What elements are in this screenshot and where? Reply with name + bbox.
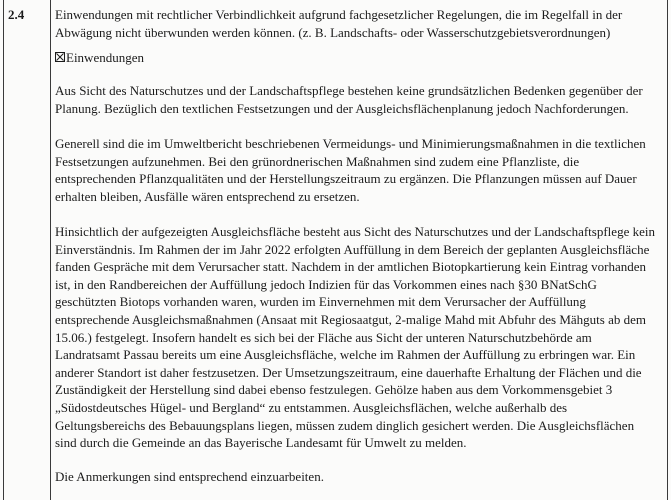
table-right-border xyxy=(667,0,668,500)
paragraph-line: anderer Standort ist daher festzusetzen. Der Umsetzungszeitraum, eine dauerhafte Erhaltung der Flächen und die xyxy=(55,364,642,380)
objection-checkbox-row xyxy=(55,49,144,67)
paragraph-line: entsprechende Ausgleichsmaßnahmen (Ansaat mit Regiosaatgut, 2-malige Mahd mit Abfuhr des Mähguts ab dem xyxy=(55,311,647,327)
paragraph-closing-remark xyxy=(55,468,324,486)
paragraph-line: Festsetzungen aufzunehmen. Bei den grünordnerischen Maßnahmen sind zudem eine Pflanzliste, die xyxy=(55,153,580,169)
paragraph-line: Landratsamt Passau bereits um eine Ausgleichsfläche, welche im Rahmen der Auffüllung zu erbringen war. Ein xyxy=(55,347,636,363)
paragraph-line: ist, in den Randbereichen der Auffüllung jedoch Indizien für das Vorkommen eines nach §30 BNatSchG xyxy=(55,276,597,292)
paragraph-line: 15.06.) festgelegt. Insofern handelt es sich bei der Fläche aus Sicht der unteren Naturschutzbehörde am xyxy=(55,329,592,345)
paragraph-line: Geltungsbereichs des Bebauungsplans liegen, müssen zudem dinglich gesichert werden. Die Ausgleichsflächen xyxy=(55,417,635,433)
paragraph-line: Zuständigkeit der Herstellung sind dabei ebenso festzulegen. Gehölze haben aus dem Vorkommensgebiet 3 xyxy=(55,382,613,398)
heading-line: Einwendungen mit rechtlicher Verbindlichkeit aufgrund fachgesetzlicher Regelungen, die im Regelfall in der xyxy=(55,7,623,22)
paragraph-line: Generell sind die im Umweltbericht beschriebenen Vermeidungs- und Minimierungsmaßnahmen in die textlichen xyxy=(55,136,646,151)
paragraph-measures xyxy=(55,135,646,205)
paragraph-line: fanden Gespräche mit dem Verursacher statt. Nachdem in der amtlichen Biotopkartierung kein Eintrag vorhanden xyxy=(55,259,647,275)
paragraph-line: geschützten Biotops vorhanden waren, wurden im Einvernehmen mit dem Verursacher der Auffüllung xyxy=(55,294,586,310)
paragraph-line: Die Anmerkungen sind entsprechend einzuarbeiten. xyxy=(55,469,324,484)
paragraph-line: Aus Sicht des Naturschutzes und der Landschaftspflege bestehen keine grundsätzlichen Bedenken gegenüber der xyxy=(55,83,643,98)
table-left-border xyxy=(3,0,4,500)
paragraph-compensation-area xyxy=(55,223,655,452)
paragraph-line: Einverständnis. Im Rahmen der im Jahr 2022 erfolgten Auffüllung in dem Bereich der geplanten Ausgleichsfläche xyxy=(55,241,650,257)
table-column-divider xyxy=(50,0,51,500)
paragraph-general-assessment xyxy=(55,82,643,117)
checkbox-label: Einwendungen xyxy=(66,50,144,65)
paragraph-line: „Südostdeutsches Hügel- und Bergland“ zu entstammen. Ausgleichsflächen, welche außerhalb des xyxy=(55,399,568,415)
paragraph-line: sind durch die Gemeinde an das Bayerische Landesamt für Umwelt zu melden. xyxy=(55,435,467,451)
section-number: 2.4 xyxy=(8,7,25,22)
checked-checkbox-icon xyxy=(55,52,65,62)
paragraph-line: erhalten bleiben, Ausfälle wären entsprechend zu ersetzen. xyxy=(55,188,360,204)
paragraph-line: Planung. Bezüglich den textlichen Festsetzungen und der Ausgleichsflächenplanung jedoch Nachforderungen. xyxy=(55,100,629,116)
paragraph-line: entsprechenden Pflanzqualitäten und der Herstellungszeitraum zu ergänzen. Die Pflanzungen müssen auf Dauer xyxy=(55,171,637,187)
section-heading xyxy=(55,6,622,41)
heading-line: Abwägung nicht überwunden werden können. (z. B. Landschafts- oder Wasserschutzgebietsverordnungen) xyxy=(55,24,611,40)
paragraph-line: Hinsichtlich der aufgezeigten Ausgleichsfläche besteht aus Sicht des Naturschutzes und der Landschaftspflege kein xyxy=(55,224,655,239)
